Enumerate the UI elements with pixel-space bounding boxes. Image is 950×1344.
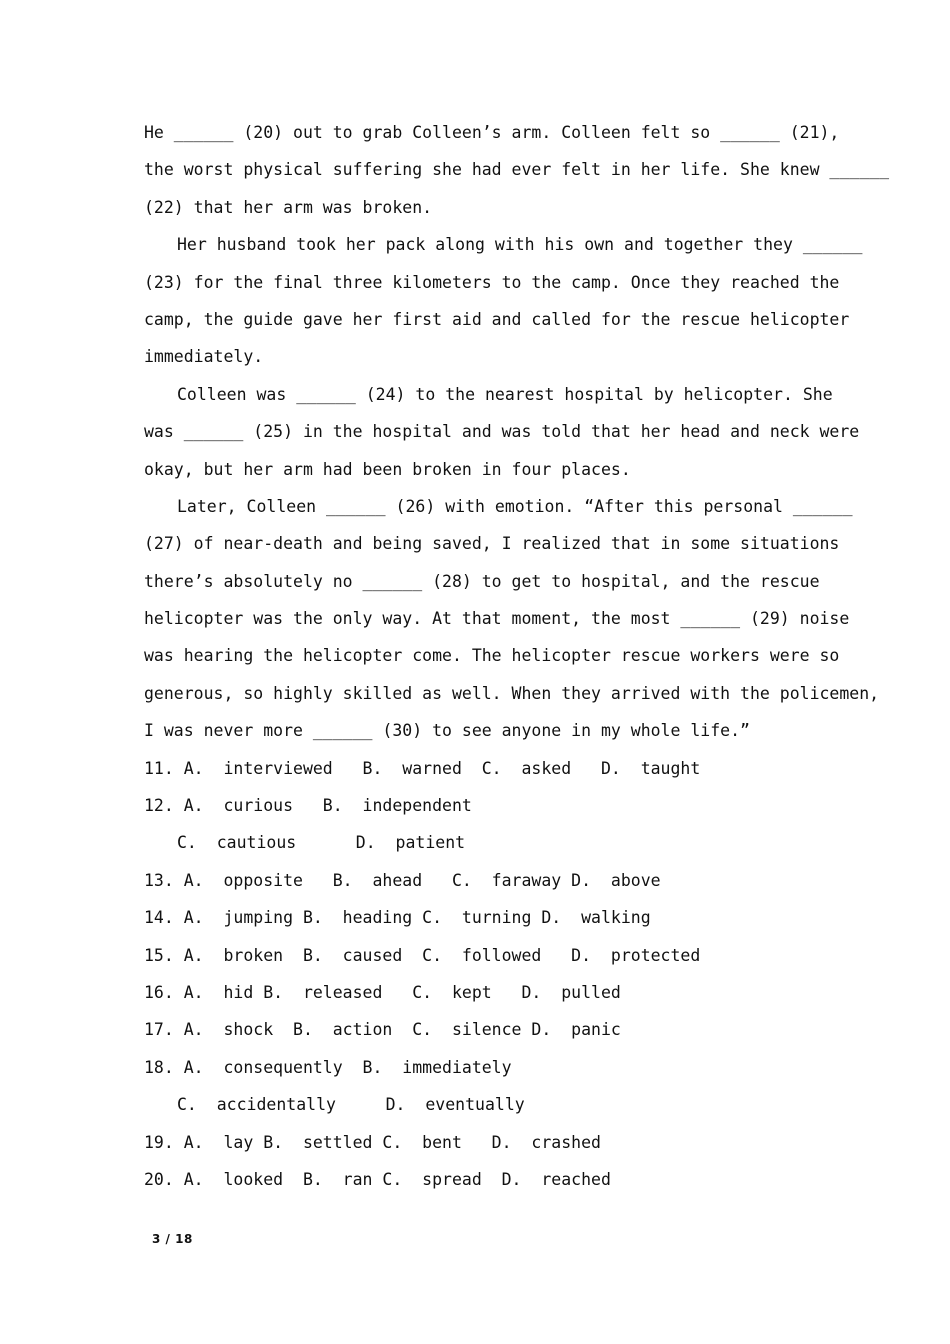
passage-line: was ______ (25) in the hospital and was told that her head and neck were	[144, 422, 860, 442]
cloze-passage	[144, 114, 890, 750]
option-line: 16. A. hid B. released C. kept D. pulled	[144, 982, 621, 1002]
passage-line: Colleen was ______ (24) to the nearest hospital by helicopter. She	[177, 384, 833, 404]
passage-line: helicopter was the only way. At that moment, the most ______ (29) noise	[144, 609, 850, 629]
option-line: 17. A. shock B. action C. silence D. panic	[144, 1020, 621, 1040]
page-number: 3 / 18	[152, 1232, 193, 1246]
passage-line: was hearing the helicopter come. The helicopter rescue workers were so	[144, 646, 840, 666]
document-body	[144, 114, 890, 1198]
option-line: 20. A. looked B. ran C. spread D. reached	[144, 1169, 611, 1189]
option-line: 15. A. broken B. caused C. followed D. protected	[144, 945, 701, 965]
passage-line: (27) of near-death and being saved, I realized that in some situations	[144, 534, 840, 554]
passage-line: Her husband took her pack along with his own and together they ______	[177, 235, 863, 255]
passage-line: okay, but her arm had been broken in four places.	[144, 459, 631, 479]
option-line: 14. A. jumping B. heading C. turning D. walking	[144, 908, 651, 928]
answer-options-list	[144, 750, 806, 1199]
option-line: 13. A. opposite B. ahead C. faraway D. above	[144, 870, 661, 890]
passage-line: camp, the guide gave her first aid and called for the rescue helicopter	[144, 309, 850, 329]
passage-line: (23) for the final three kilometers to the camp. Once they reached the	[144, 272, 840, 292]
option-line: 18. A. consequently B. immediately	[144, 1057, 512, 1077]
passage-line: generous, so highly skilled as well. When they arrived with the policemen,	[144, 683, 880, 703]
passage-line: I was never more ______ (30) to see anyone in my whole life.”	[144, 721, 750, 741]
passage-line: the worst physical suffering she had ever felt in her life. She knew ______	[144, 160, 890, 180]
option-line: 19. A. lay B. settled C. bent D. crashed	[144, 1132, 601, 1152]
passage-line: there’s absolutely no ______ (28) to get to hospital, and the rescue	[144, 571, 820, 591]
option-line: 12. A. curious B. independent	[144, 796, 472, 816]
passage-line: immediately.	[144, 347, 264, 367]
option-line: C. cautious D. patient	[177, 833, 466, 853]
passage-line: Later, Colleen ______ (26) with emotion. “After this personal ______	[177, 496, 853, 516]
option-line: 11. A. interviewed B. warned C. asked D. taught	[144, 758, 701, 778]
passage-line: (22) that her arm was broken.	[144, 197, 433, 217]
option-line: C. accidentally D. eventually	[177, 1095, 525, 1115]
passage-line: He ______ (20) out to grab Colleen’s arm. Colleen felt so ______ (21),	[144, 123, 840, 142]
